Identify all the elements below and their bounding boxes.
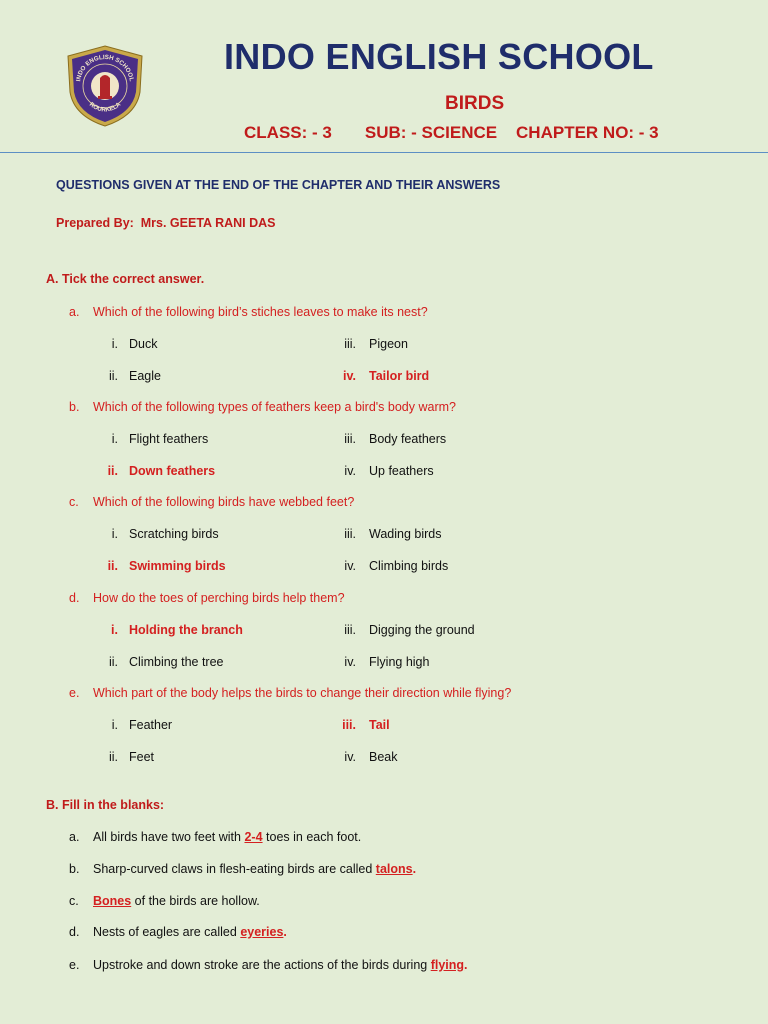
item-text-before: Sharp-curved claws in flesh-eating birds are called bbox=[93, 862, 376, 876]
blank-answer: talons bbox=[375, 862, 413, 876]
option-numeral: i. bbox=[111, 623, 118, 637]
item-text-before: All birds have two feet with bbox=[93, 830, 245, 844]
item-text-after: . bbox=[412, 862, 417, 876]
item-text bbox=[93, 830, 361, 844]
option-text: Swimming birds bbox=[129, 559, 226, 573]
option-numeral: ii. bbox=[107, 464, 118, 478]
option-numeral: i. bbox=[111, 718, 118, 732]
question-letter: e. bbox=[69, 686, 80, 700]
question-text: Which of the following birds have webbed feet? bbox=[93, 495, 355, 509]
option-text: Wading birds bbox=[369, 527, 442, 541]
question-letter: c. bbox=[69, 495, 79, 509]
question-letter: b. bbox=[69, 400, 80, 414]
item-text bbox=[93, 862, 416, 876]
option-text: Feet bbox=[129, 750, 155, 764]
option-numeral: iv. bbox=[343, 369, 356, 383]
option-numeral: ii. bbox=[108, 750, 118, 764]
option-numeral: iv. bbox=[344, 655, 356, 669]
option-text: Down feathers bbox=[129, 464, 216, 478]
question-text: How do the toes of perching birds help them? bbox=[93, 591, 345, 605]
option-text: Eagle bbox=[129, 369, 161, 383]
item-letter: d. bbox=[69, 925, 80, 939]
item-letter: a. bbox=[69, 830, 80, 844]
blank-answer: eyeries bbox=[240, 925, 284, 939]
item-text-after: . bbox=[464, 958, 468, 972]
option-numeral: iv. bbox=[344, 464, 356, 478]
option-text: Flight feathers bbox=[129, 432, 209, 446]
option-numeral: iii. bbox=[344, 337, 356, 351]
section-a-heading: A. Tick the correct answer. bbox=[46, 272, 205, 286]
prepared-by: Prepared By: Mrs. GEETA RANI DAS bbox=[56, 216, 276, 230]
option-text: Tail bbox=[369, 718, 390, 732]
blank-answer: flying bbox=[430, 958, 465, 972]
question-text: Which of the following bird’s stiches leaves to make its nest? bbox=[93, 305, 428, 319]
option-text: Flying high bbox=[369, 655, 430, 669]
blank-answer: Bones bbox=[93, 894, 132, 908]
option-numeral: iii. bbox=[344, 432, 356, 446]
section-b-heading: B. Fill in the blanks: bbox=[46, 798, 165, 812]
option-text: Climbing birds bbox=[369, 559, 449, 573]
questions-heading: QUESTIONS GIVEN AT THE END OF THE CHAPTER AND THEIR ANSWERS bbox=[56, 178, 501, 192]
option-text: Climbing the tree bbox=[129, 655, 224, 669]
blank-answer: 2-4 bbox=[244, 830, 263, 844]
subject-title: BIRDS bbox=[445, 93, 505, 114]
option-numeral: i. bbox=[111, 337, 118, 351]
school-crest-logo bbox=[64, 44, 146, 128]
item-text-after: toes in each foot. bbox=[262, 830, 362, 844]
option-text: Feather bbox=[129, 718, 173, 732]
item-letter: e. bbox=[69, 958, 80, 972]
item-letter: b. bbox=[69, 862, 80, 876]
option-numeral: iii. bbox=[344, 527, 356, 541]
option-numeral: ii. bbox=[108, 655, 118, 669]
question-letter: d. bbox=[69, 591, 80, 605]
school-name: INDO ENGLISH SCHOOL bbox=[224, 36, 654, 77]
option-text: Duck bbox=[129, 337, 158, 351]
option-text: Tailor bird bbox=[369, 369, 430, 383]
option-text: Pigeon bbox=[369, 337, 408, 351]
option-text: Digging the ground bbox=[369, 623, 475, 637]
item-text-before: Nests of eagles are called bbox=[93, 925, 241, 939]
option-text: Up feathers bbox=[369, 464, 434, 478]
item-text bbox=[93, 894, 260, 908]
option-numeral: ii. bbox=[107, 559, 118, 573]
question-text: Which of the following types of feathers keep a bird's body warm? bbox=[93, 400, 456, 414]
question-letter: a. bbox=[69, 305, 80, 319]
option-numeral: iv. bbox=[344, 559, 356, 573]
item-text-after: . bbox=[283, 925, 287, 939]
item-text-before: Upstroke and down stroke are the actions of the birds during bbox=[93, 958, 431, 972]
item-text bbox=[93, 958, 468, 972]
option-text: Holding the branch bbox=[129, 623, 243, 637]
option-numeral: iv. bbox=[344, 750, 356, 764]
class-subject-chapter-line: CLASS: - 3 SUB: - SCIENCE CHAPTER NO: - 3 bbox=[244, 123, 659, 142]
option-text: Scratching birds bbox=[129, 527, 219, 541]
svg-text:INDO ENGLISH SCHOOL: INDO ENGLISH SCHOOL bbox=[75, 53, 135, 82]
item-letter: c. bbox=[69, 894, 79, 908]
item-text bbox=[93, 925, 287, 939]
svg-text:ROURKELA: ROURKELA bbox=[87, 101, 123, 114]
option-numeral: i. bbox=[111, 432, 118, 446]
header-divider bbox=[0, 152, 768, 153]
question-text: Which part of the body helps the birds to change their direction while flying? bbox=[93, 686, 512, 700]
option-text: Beak bbox=[369, 750, 398, 764]
item-text-after: of the birds are hollow. bbox=[131, 894, 260, 908]
option-numeral: iii. bbox=[342, 718, 356, 732]
option-numeral: i. bbox=[111, 527, 118, 541]
option-numeral: iii. bbox=[344, 623, 356, 637]
option-text: Body feathers bbox=[369, 432, 447, 446]
option-numeral: ii. bbox=[108, 369, 118, 383]
